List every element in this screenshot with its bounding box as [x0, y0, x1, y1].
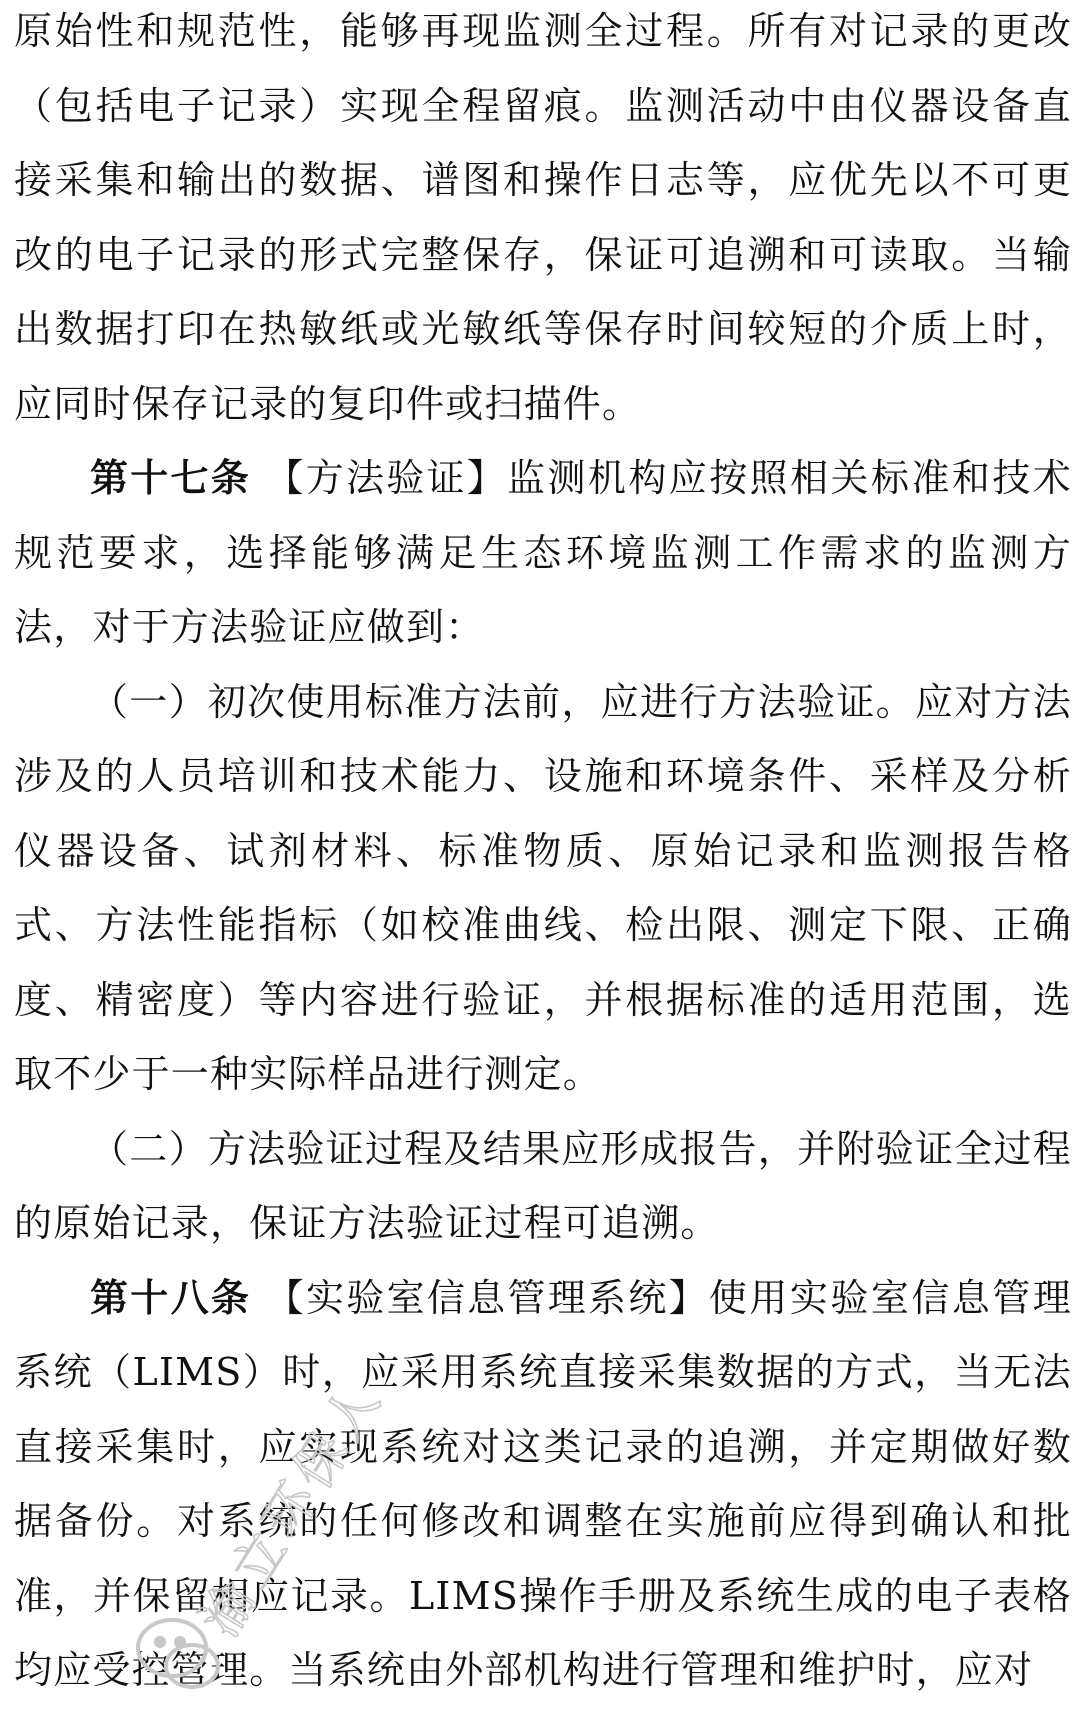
- article-number: 第十七条: [90, 455, 251, 500]
- article-title: 【实验室信息管理系统】: [265, 1275, 709, 1320]
- paragraph-item-2: [14, 1112, 1072, 1261]
- paragraph-text: （一）初次使用标准方法前，应进行方法验证。应对方法涉及的人员培训和技术能力、设施和环境条件、采样及分析仪器设备、试剂材料、标准物质、原始记录和监测报告格式、方法性能指标（如校准曲线、检出限、测定下限、正确度、精密度）等内容进行验证，并根据标准的适用范围，选取不少于一种实际样品进行测定。: [14, 679, 1072, 1096]
- paragraph-article-17: [14, 441, 1072, 665]
- article-number: 第十八条: [90, 1274, 252, 1320]
- paragraph-text: （二）方法验证过程及结果应形成报告，并附验证全过程的原始记录，保证方法验证过程可追溯。: [14, 1126, 1072, 1245]
- paragraph-text: 监测机构应按照相关标准和技术规范要求，选择能够满足生态环境监测工作需求的监测方法，对于方法验证应做到：: [14, 456, 1072, 649]
- paragraph-text: 使用实验室信息管理系统（LIMS）时，应采用系统直接采集数据的方式，当无法直接采集时，应实现系统对这类记录的追溯，并定期做好数据备份。对系统的任何修改和调整在实施前应得到确认和批准，并保留相应记录。LIMS操作手册及系统生成的电子表格均应受控管理。当系统由外部机构进行管理和维护时，应对: [14, 1275, 1072, 1692]
- article-title: 【方法验证】: [265, 456, 507, 500]
- paragraph-article-18: [14, 1261, 1072, 1708]
- paragraph-continued: [14, 0, 1072, 441]
- paragraph-text: 原始性和规范性，能够再现监测全过程。所有对记录的更改（包括电子记录）实现全程留痕。监测活动中由仪器设备直接采集和输出的数据、谱图和操作日志等，应优先以不可更改的电子记录的形式完整保存，保证可追溯和可读取。当输出数据打印在热敏纸或光敏纸等保存时间较短的介质上时，应同时保存记录的复印件或扫描件。: [14, 9, 1072, 426]
- watermark-text: 渝立环保人: [190, 1369, 394, 1647]
- paragraph-item-1: [14, 665, 1072, 1112]
